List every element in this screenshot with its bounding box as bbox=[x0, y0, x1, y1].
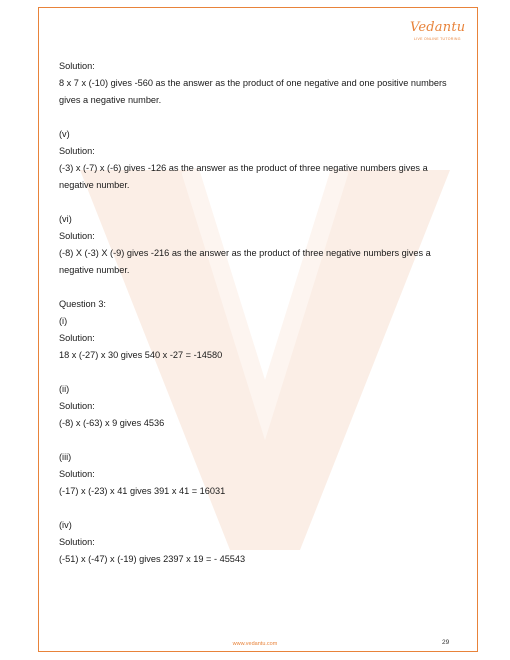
solution-label: Solution: bbox=[59, 61, 95, 71]
solution-text: negative number. bbox=[59, 265, 130, 275]
solution-label: Solution: bbox=[59, 401, 95, 411]
vedantu-logo bbox=[410, 20, 470, 50]
solution-text: (-3) x (-7) x (-6) gives -126 as the answer as the product of three negative numbers gives a bbox=[59, 163, 428, 173]
footer-website-link[interactable]: www.vedantu.com bbox=[232, 641, 278, 647]
solution-text: (-8) X (-3) X (-9) gives -216 as the answer as the product of three negative numbers gives a bbox=[59, 248, 431, 258]
part-label: (i) bbox=[59, 316, 68, 326]
part-label: (iii) bbox=[59, 452, 72, 462]
logo-wordmark: Vedantu bbox=[410, 20, 466, 35]
solution-label: Solution: bbox=[59, 231, 95, 241]
solution-text: 18 x (-27) x 30 gives 540 x -27 = -14580 bbox=[59, 350, 223, 360]
part-label: (vi) bbox=[59, 214, 72, 224]
solution-label: Solution: bbox=[59, 333, 95, 343]
solution-text: 8 x 7 x (-10) gives -560 as the answer as the product of one negative and one positive numbers bbox=[59, 78, 447, 88]
question-title: Question 3: bbox=[59, 299, 106, 309]
solution-label: Solution: bbox=[59, 537, 95, 547]
solution-text: negative number. bbox=[59, 180, 130, 190]
solution-label: Solution: bbox=[59, 146, 95, 156]
solution-text: (-17) x (-23) x 41 gives 391 x 41 = 16031 bbox=[59, 486, 226, 496]
solution-text: (-51) x (-47) x (-19) gives 2397 x 19 = - 45543 bbox=[59, 554, 246, 564]
solution-label: Solution: bbox=[59, 469, 95, 479]
part-label: (ii) bbox=[59, 384, 70, 394]
solution-text: (-8) x (-63) x 9 gives 4536 bbox=[59, 418, 165, 428]
page-number: 29 bbox=[442, 639, 450, 646]
part-label: (iv) bbox=[59, 520, 72, 530]
logo-tagline: LIVE ONLINE TUTORING bbox=[414, 37, 461, 41]
part-label: (v) bbox=[59, 129, 70, 139]
document-body bbox=[59, 58, 459, 568]
solution-text: gives a negative number. bbox=[59, 95, 162, 105]
